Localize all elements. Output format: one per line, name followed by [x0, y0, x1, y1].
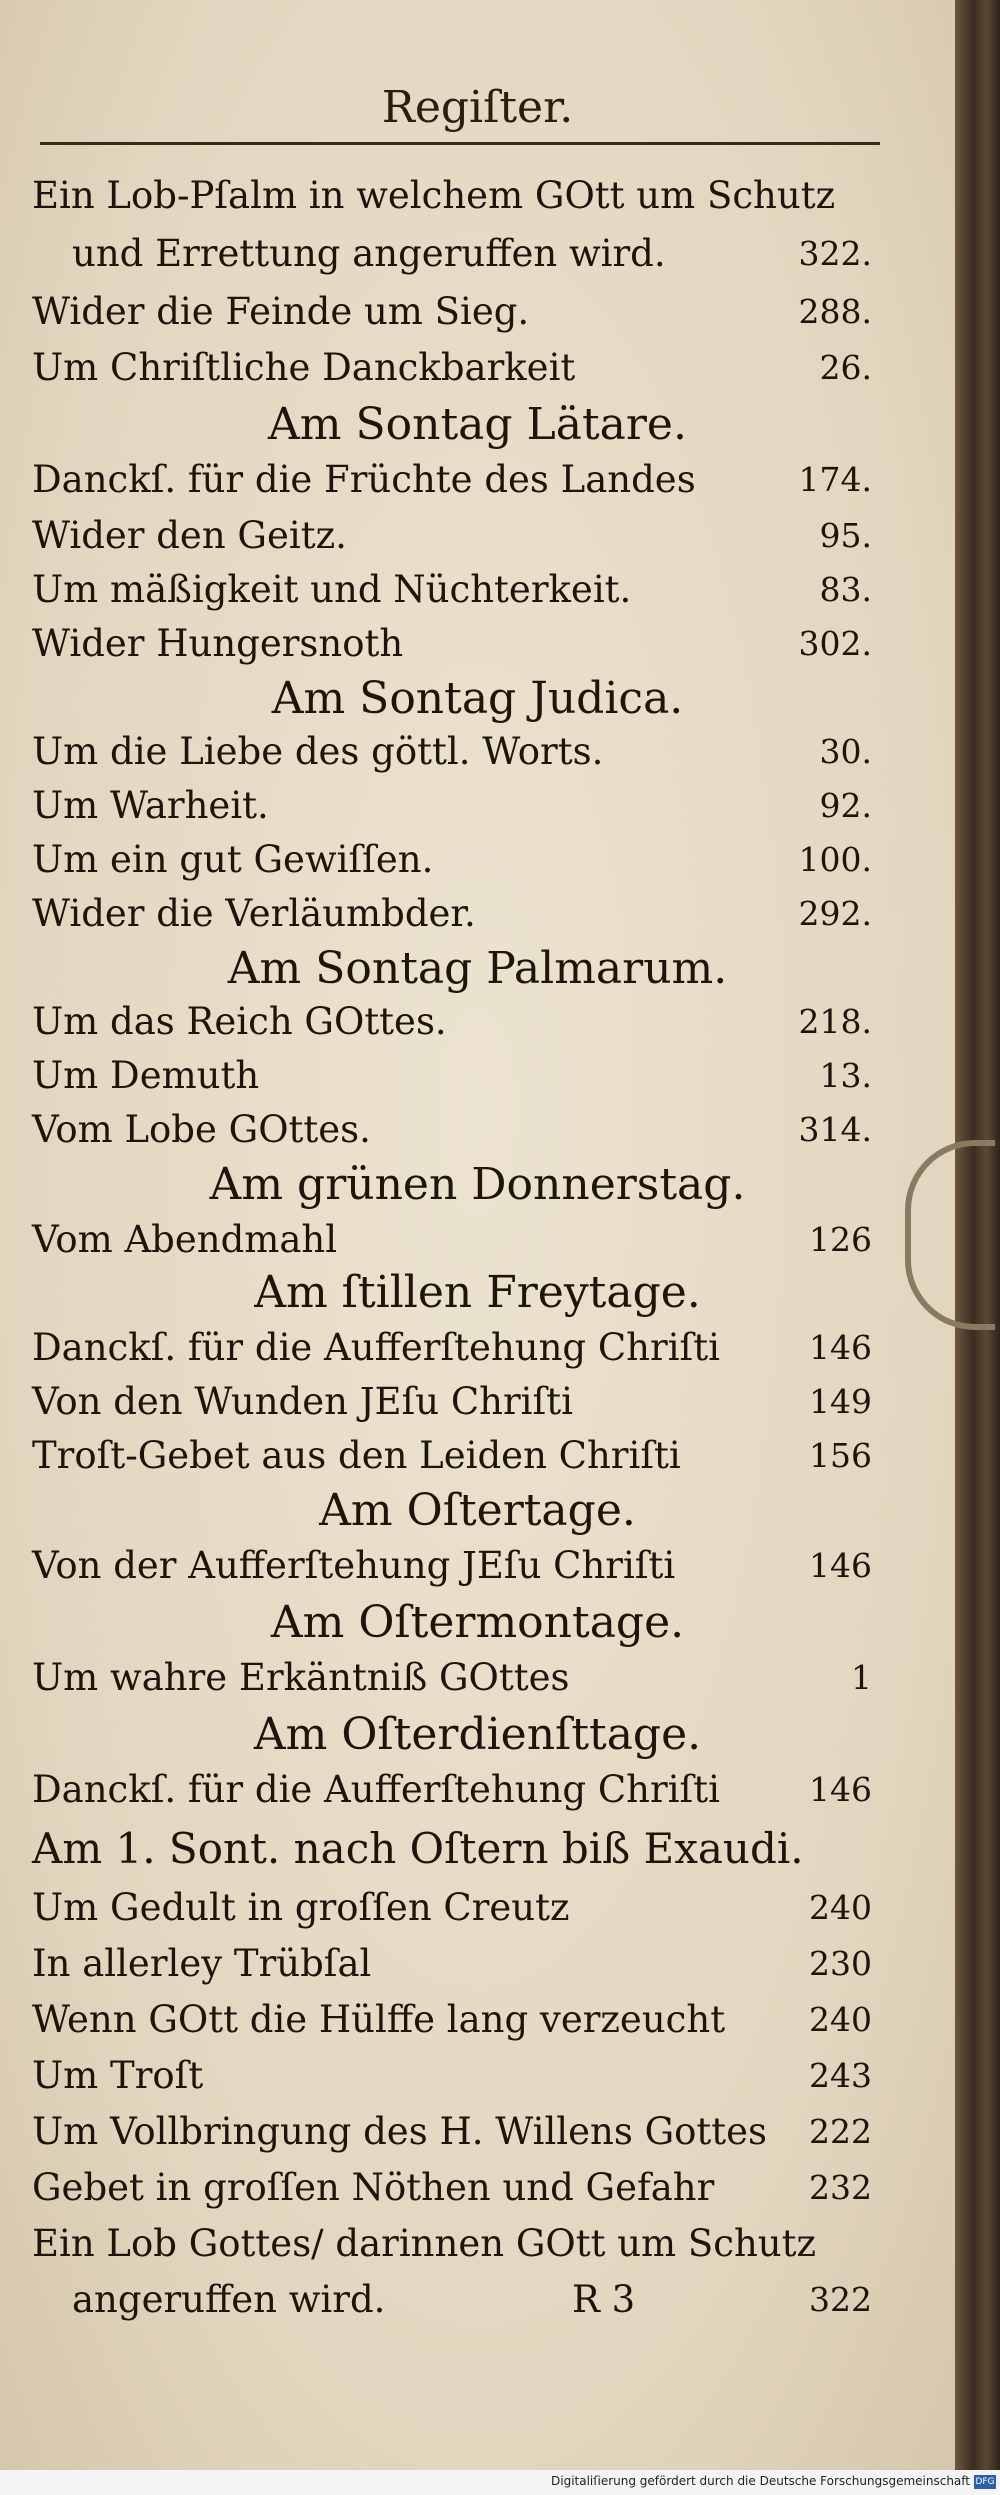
- register-entry: [32, 284, 872, 340]
- register-entry: [32, 1320, 872, 1376]
- signature-mark: R 3: [572, 2278, 636, 2321]
- register-entry: [32, 168, 872, 224]
- entry-page: 218.: [798, 1002, 872, 1041]
- entry-text: Um Demuth: [32, 1054, 260, 1097]
- register-entry: [32, 724, 872, 780]
- entry-page: 92.: [819, 786, 872, 825]
- entry-text: Gebet in groſſen Nöthen und Gefahr: [32, 2166, 715, 2209]
- entry-page: 156: [809, 1436, 872, 1475]
- register-entry: [32, 994, 872, 1050]
- section-heading: Am grünen Donnerstag.: [209, 1159, 746, 1210]
- funding-credit: Digitaliſierung gefördert durch die Deutsche Forschungsgemeinschaft: [551, 2474, 970, 2488]
- entry-text: Danckſ. für die Aufferſtehung Chriſti: [32, 1326, 720, 1369]
- register-entry: [32, 1650, 872, 1706]
- register-entry: [32, 340, 872, 396]
- section-heading: Am 1. Sont. nach Oſtern biß Exaudi.: [32, 1824, 804, 1873]
- register-entry-continued: [32, 2272, 892, 2328]
- entry-text: Um wahre Erkäntniß GOttes: [32, 1656, 570, 1699]
- entry-text: Um Chriſtliche Danckbarkeit: [32, 346, 576, 389]
- register-entry: [32, 1880, 872, 1936]
- entry-text: Wider den Geitz.: [32, 514, 347, 557]
- entry-page: 322.: [798, 234, 872, 273]
- register-entry: [32, 1048, 872, 1104]
- entry-text: Um mäßigkeit und Nüchterkeit.: [32, 568, 632, 611]
- section-heading: Am Oſtermontage.: [270, 1597, 685, 1648]
- register-entry: [32, 1374, 872, 1430]
- register-entry: [32, 1992, 872, 2048]
- entry-text: Wider die Feinde um Sieg.: [32, 290, 530, 333]
- entry-page: 240: [809, 1888, 872, 1927]
- entry-text: In allerley Trübſal: [32, 1942, 372, 1985]
- entry-page: 222: [809, 2112, 872, 2151]
- register-entry: [32, 562, 872, 618]
- entry-page: 26.: [819, 348, 872, 387]
- entry-page: 292.: [798, 894, 872, 933]
- section-heading: Am ſtillen Freytage.: [254, 1267, 701, 1318]
- register-entry: [32, 1762, 872, 1818]
- register-entry: [32, 2104, 872, 2160]
- entry-text: Troſt-Gebet aus den Leiden Chriſti: [32, 1434, 681, 1477]
- register-entry: [32, 2160, 872, 2216]
- entry-page: 30.: [819, 732, 872, 771]
- register-entry: [32, 1428, 872, 1484]
- section-heading: Am Oſtertage.: [319, 1485, 636, 1536]
- entry-text: Ein Lob-Pſalm in welchem GOtt um Schutz: [32, 174, 836, 217]
- entry-text: angeruffen wird.: [72, 2278, 386, 2321]
- entry-text: Um Gedult in groſſen Creutz: [32, 1886, 570, 1929]
- entry-text: und Errettung angeruffen wird.: [72, 232, 666, 275]
- entry-text: Von der Aufferſtehung JEſu Chriſti: [32, 1544, 676, 1587]
- register-entry: [32, 778, 872, 834]
- entry-text: Wider Hungersnoth: [32, 622, 404, 665]
- entry-page: 149: [809, 1382, 872, 1421]
- entry-page: 240: [809, 2000, 872, 2039]
- entry-page: 322: [809, 2280, 872, 2319]
- register-entry: [32, 2048, 872, 2104]
- entry-page: 126: [809, 1220, 872, 1259]
- entry-page: 314.: [798, 1110, 872, 1149]
- entry-text: Ein Lob Gottes/ darinnen GOtt um Schutz: [32, 2222, 816, 2265]
- entry-text: Um Warheit.: [32, 784, 269, 827]
- entry-page: 100.: [798, 840, 872, 879]
- register-entry: [32, 1102, 872, 1158]
- entry-text: Wenn GOtt die Hülffe lang verzeucht: [32, 1998, 726, 2041]
- register-entry: [32, 616, 872, 672]
- entry-page: 83.: [819, 570, 872, 609]
- entry-page: 95.: [819, 516, 872, 555]
- clasp-ring: [905, 1140, 995, 1330]
- register-entry: [32, 452, 872, 508]
- register-entry: [32, 1936, 872, 1992]
- header-rule: [40, 142, 880, 145]
- entry-text: Wider die Verläumbder.: [32, 892, 476, 935]
- section-heading: Am Sontag Judica.: [271, 673, 684, 724]
- entry-text: Vom Lobe GOttes.: [32, 1108, 371, 1151]
- entry-page: 1: [851, 1658, 872, 1697]
- entry-page: 13.: [819, 1056, 872, 1095]
- entry-page: 174.: [798, 460, 872, 499]
- entry-page: 230: [809, 1944, 872, 1983]
- entry-text: Um Troſt: [32, 2054, 204, 2097]
- register-entry: [32, 226, 872, 282]
- entry-page: 146: [809, 1770, 872, 1809]
- entry-text: Um das Reich GOttes.: [32, 1000, 447, 1043]
- entry-page: 243: [809, 2056, 872, 2095]
- register-entry: [32, 2216, 872, 2272]
- entry-text: Um ein gut Gewiſſen.: [32, 838, 434, 881]
- register-entry: [32, 832, 872, 888]
- footer-bar: [0, 2470, 1000, 2495]
- entry-text: Vom Abendmahl: [32, 1218, 338, 1261]
- register-entry: [32, 886, 872, 942]
- register-entry: [32, 508, 872, 564]
- entry-text: Danckſ. für die Aufferſtehung Chriſti: [32, 1768, 720, 1811]
- entry-page: 288.: [798, 292, 872, 331]
- page-header: Regiſter.: [381, 82, 574, 133]
- entry-text: Danckſ. für die Früchte des Landes: [32, 458, 696, 501]
- entry-page: 232: [809, 2168, 872, 2207]
- entry-page: 146: [809, 1328, 872, 1367]
- section-heading: Am Sontag Palmarum.: [227, 943, 728, 994]
- entry-page: 146: [809, 1546, 872, 1585]
- entry-text: Um die Liebe des göttl. Worts.: [32, 730, 604, 773]
- register-entry: [32, 1538, 872, 1594]
- entry-text: Um Vollbringung des H. Willens Gottes: [32, 2110, 768, 2153]
- dfg-logo: DFG: [975, 2477, 995, 2487]
- section-heading: Am Sontag Lätare.: [268, 399, 687, 450]
- entry-page: 302.: [798, 624, 872, 663]
- section-heading: Am Oſterdienſttage.: [253, 1709, 702, 1760]
- entry-text: Von den Wunden JEſu Chriſti: [32, 1380, 573, 1423]
